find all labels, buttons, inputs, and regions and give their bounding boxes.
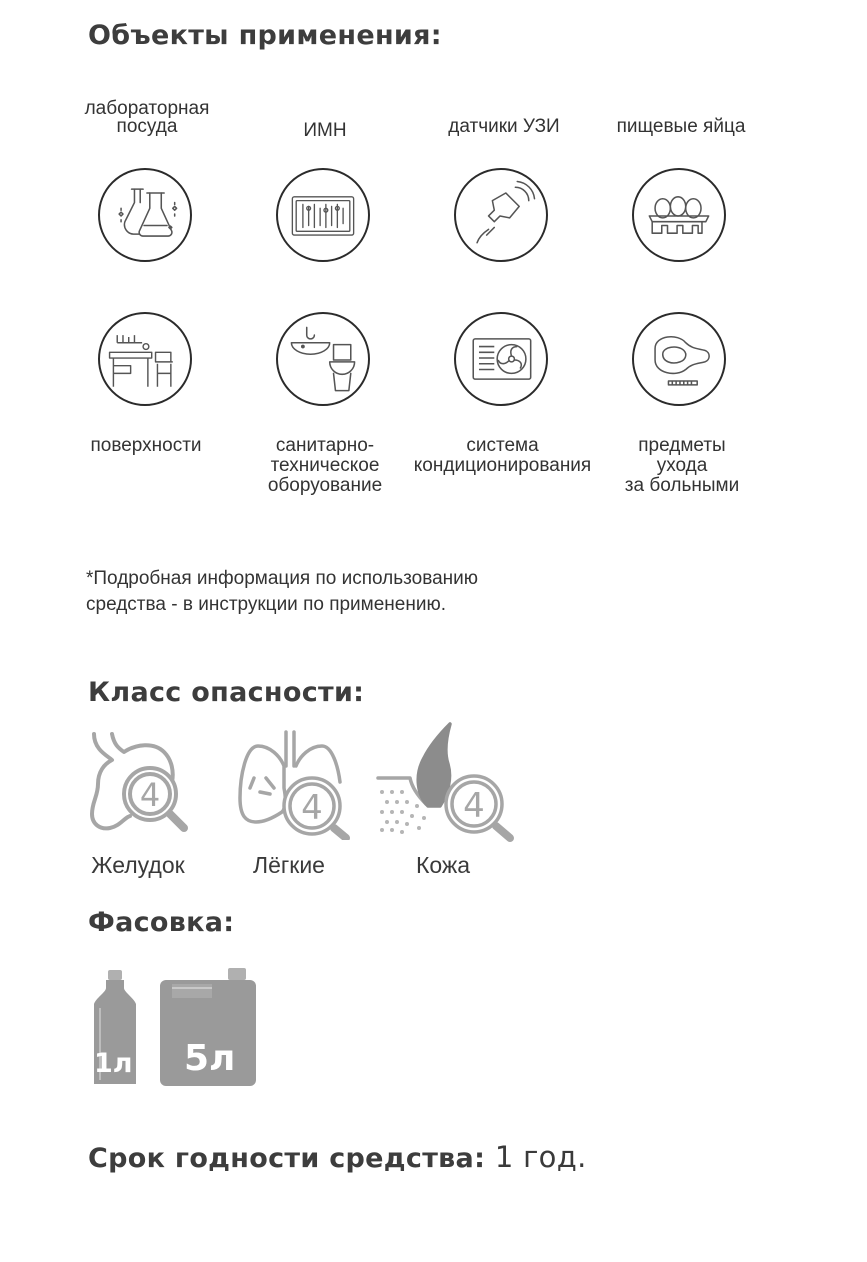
label-sanitary-equipment: санитарно- техническое оборуование — [267, 435, 383, 496]
label-food-eggs: пищевые яйца — [616, 116, 746, 137]
bottle-volume: 1л — [94, 1048, 133, 1079]
shelf-life-value: 1 год. — [494, 1140, 587, 1174]
lungs-icon — [236, 728, 354, 840]
lab-glassware-icon — [98, 168, 192, 262]
stomach-icon — [86, 728, 194, 838]
medical-instruments-icon — [276, 168, 370, 262]
shelf-life — [88, 1140, 587, 1174]
label-medical-instruments: ИМН — [303, 120, 347, 141]
hazard-label-stomach: Желудок — [91, 852, 185, 878]
canister-volume: 5л — [184, 1038, 236, 1079]
packaging-title: Фасовка: — [88, 907, 235, 938]
egg-tray-icon — [632, 168, 726, 262]
hazard-label-skin: Кожа — [415, 852, 471, 878]
label-lab-glassware: лабораторная посуда — [84, 98, 210, 137]
label-air-conditioning: система кондиционирования — [413, 435, 592, 476]
usage-note: *Подробная информация по использованию средства - в инструкции по применению. — [86, 568, 479, 615]
application-title: Объекты применения: — [88, 20, 442, 51]
stomach-hazard-class: 4 — [139, 776, 161, 814]
skin-icon — [374, 722, 519, 844]
shelf-life-label: Срок годности средства: — [88, 1143, 486, 1174]
canister-icon — [158, 966, 256, 1088]
label-ultrasound-probes: датчики УЗИ — [448, 116, 560, 137]
bedpan-icon — [632, 312, 726, 406]
hazard-title: Класс опасности: — [88, 677, 365, 708]
furniture-surfaces-icon — [98, 312, 192, 406]
bottle-icon — [92, 968, 138, 1086]
label-patient-care-items: предметы ухода за больными — [624, 435, 740, 496]
skin-hazard-class: 4 — [463, 786, 485, 826]
sanitary-equipment-icon — [276, 312, 370, 406]
label-surfaces: поверхности — [90, 435, 202, 456]
ultrasound-probe-icon — [454, 168, 548, 262]
hazard-label-lungs: Лёгкие — [253, 852, 325, 878]
lungs-hazard-class: 4 — [301, 788, 323, 828]
air-conditioner-icon — [454, 312, 548, 406]
